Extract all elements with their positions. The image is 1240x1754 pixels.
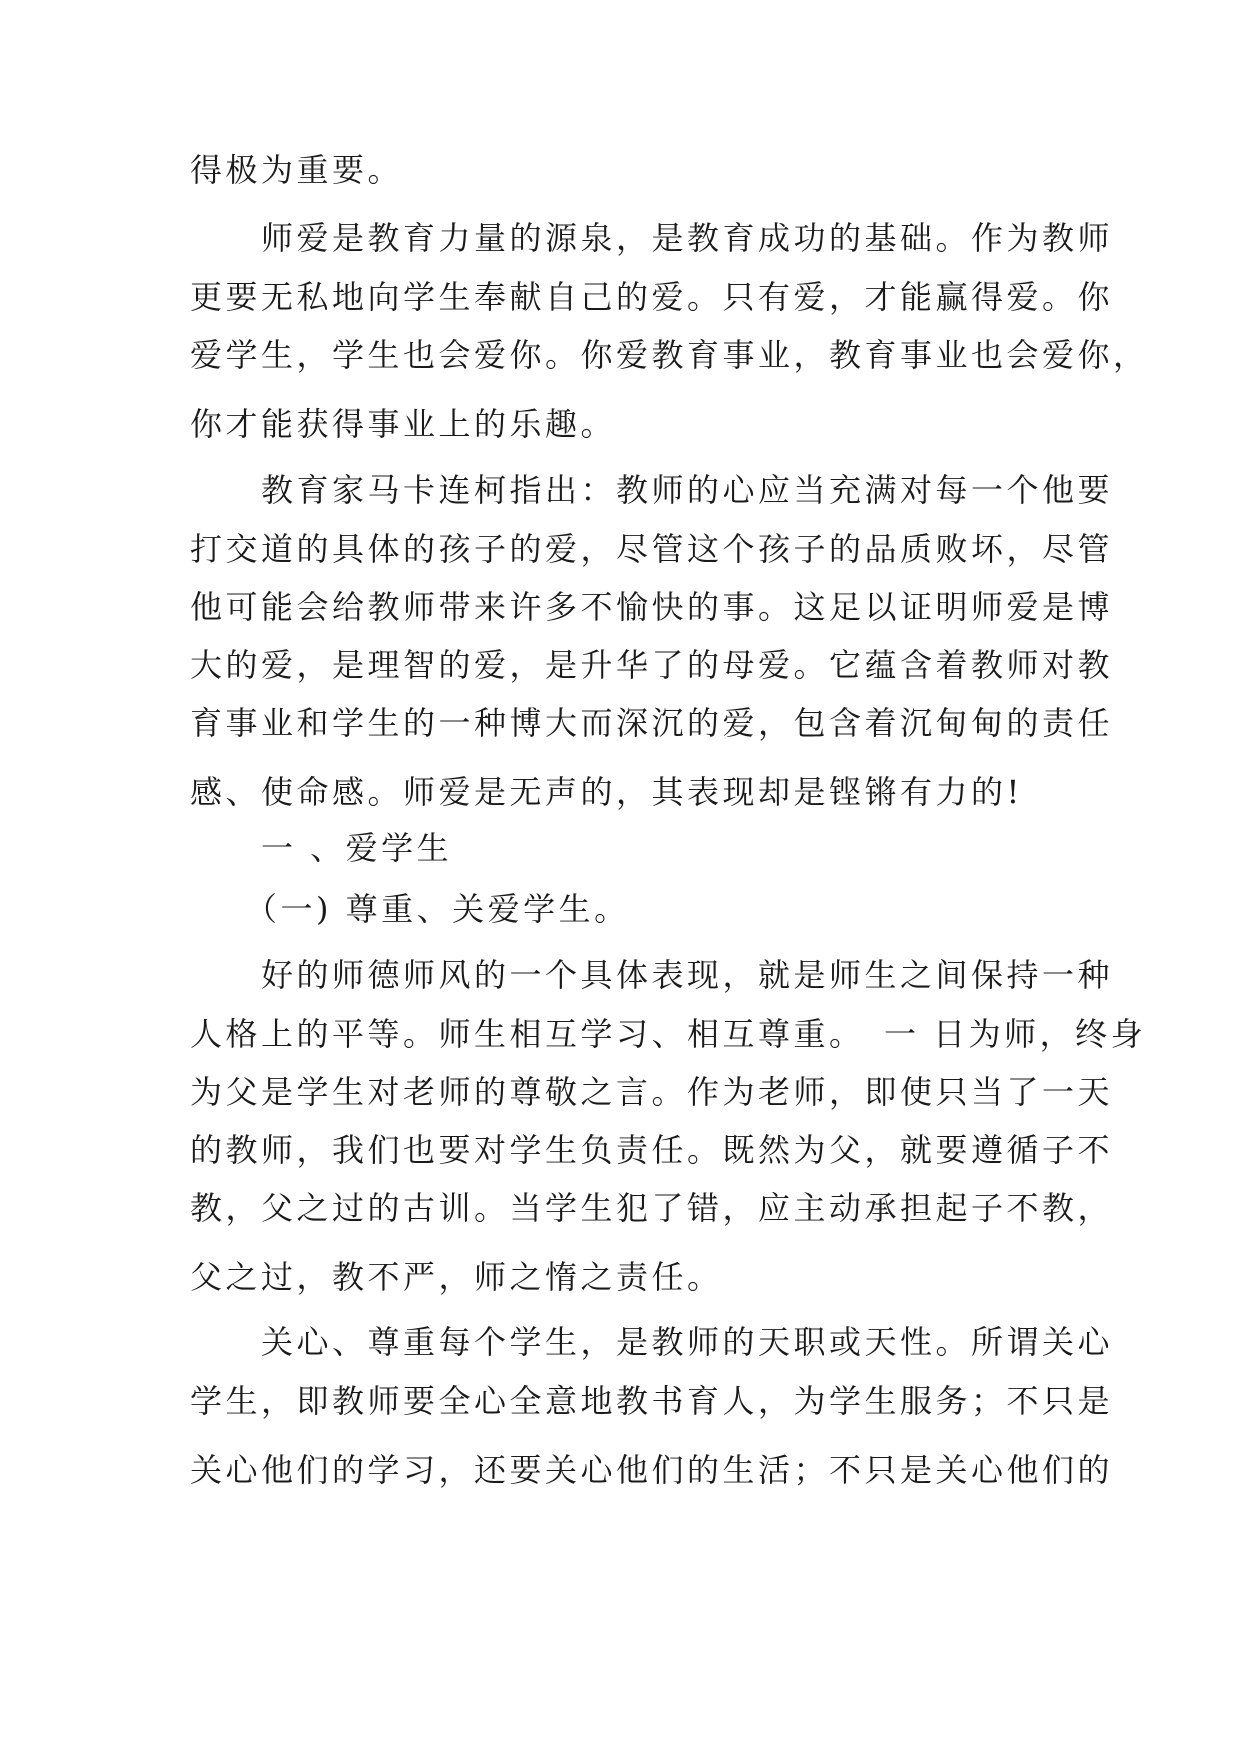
text-line: 学生，即教师要全心全意地教书育人，为学生服务；不只是 <box>190 1382 1114 1420</box>
text-line: 为父是学生对老师的尊敬之言。作为老师，即使只当了一天 <box>190 1073 1114 1111</box>
text-line: 的教师，我们也要对学生负责任。既然为父，就要遵循子不 <box>190 1131 1114 1169</box>
text-line: 好的师德师风的一个具体表现，就是师生之间保持一种 <box>190 956 1114 994</box>
section-heading: 一 、爱学生 <box>190 829 453 867</box>
text-line: 感、使命感。师爱是无声的，其表现却是铿锵有力的! <box>190 773 1023 811</box>
text-line: 爱学生，学生也会爱你。你爱教育事业，教育事业也会爱你， <box>190 336 1149 374</box>
text-line: 打交道的具体的孩子的爱，尽管这个孩子的品质败坏，尽管 <box>190 530 1114 568</box>
text-line: 他可能会给教师带来许多不愉快的事。这足以证明师爱是博 <box>190 588 1114 626</box>
text-line: 师爱是教育力量的源泉，是教育成功的基础。作为教师 <box>190 219 1114 257</box>
text-line: 父之过，教不严，师之惰之责任。 <box>190 1258 723 1296</box>
text-line: 关心、尊重每个学生，是教师的天职或天性。所谓关心 <box>190 1323 1114 1361</box>
subsection-heading: （一) 尊重、关爱学生。 <box>190 890 630 928</box>
text-line: 你才能获得事业上的乐趣。 <box>190 405 617 443</box>
text-line: 大的爱，是理智的爱，是升华了的母爱。它蕴含着教师对教 <box>190 646 1114 684</box>
text-line: 育事业和学生的一种博大而深沉的爱，包含着沉甸甸的责任 <box>190 704 1114 742</box>
text-line: 人格上的平等。师生相互学习、相互尊重。 一 日为师，终身 <box>190 1015 1147 1053</box>
text-line: 更要无私地向学生奉献自己的爱。只有爱，才能赢得爱。你 <box>190 278 1114 316</box>
text-line: 教，父之过的古训。当学生犯了错，应主动承担起子不教， <box>190 1189 1114 1227</box>
text-line: 关心他们的学习，还要关心他们的生活；不只是关心他们的 <box>190 1451 1114 1489</box>
text-line: 得极为重要。 <box>190 151 404 189</box>
text-line: 教育家马卡连柯指出：教师的心应当充满对每一个他要 <box>190 471 1114 509</box>
